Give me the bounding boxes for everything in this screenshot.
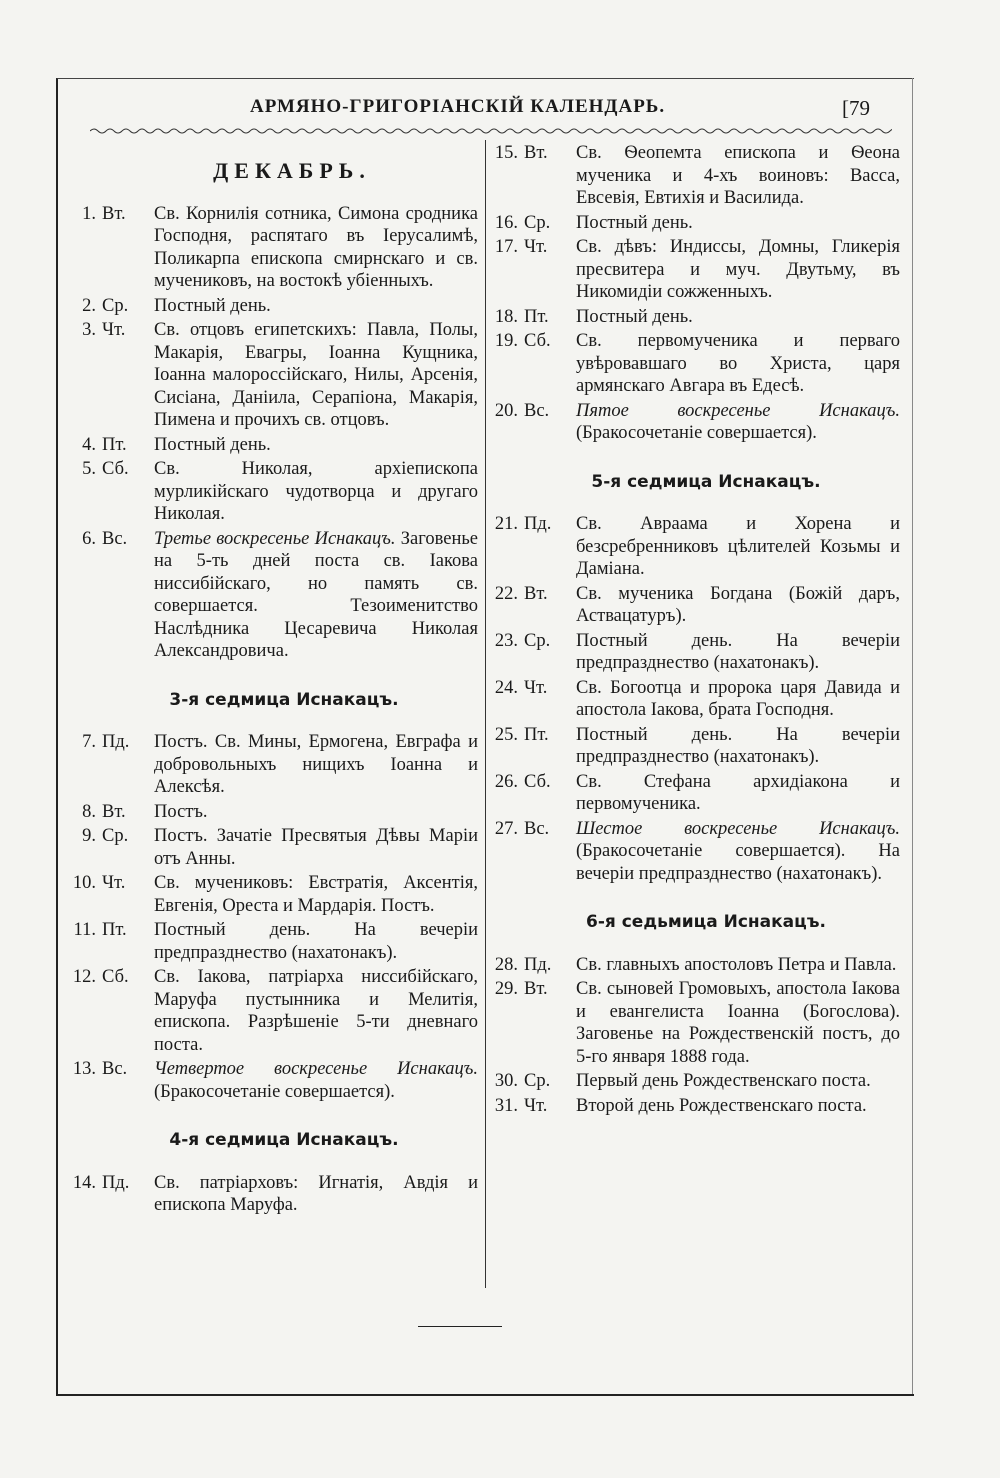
calendar-entry (488, 1070, 900, 1093)
entry-italic: Пятое воскресенье Иснакацъ. (576, 400, 900, 421)
entry-text (154, 295, 478, 318)
entry-text (154, 203, 478, 293)
day-number: 24. (494, 677, 518, 698)
weekday: Пд. (524, 514, 552, 534)
day-number: 22. (494, 583, 518, 604)
entry-body: Постный день. На вечеріи предпразднество (нахатонакъ). (576, 630, 900, 673)
weekday: Чт. (524, 237, 548, 257)
weekday: Ср. (524, 630, 551, 651)
entry-text (576, 677, 900, 722)
entry-text (154, 458, 478, 526)
calendar-entry (488, 212, 900, 235)
weekday: Пд. (524, 954, 552, 975)
entry-text (154, 528, 478, 663)
weekday: Пт. (102, 920, 127, 940)
weekday: Вс. (102, 1059, 128, 1079)
calendar-entry (488, 306, 900, 329)
entry-text (576, 330, 900, 398)
weekday: Чт. (524, 1095, 548, 1116)
day-number: 29. (494, 979, 518, 999)
calendar-entry (66, 825, 478, 870)
day-number: 1. (82, 203, 96, 224)
calendar-entry (488, 677, 900, 722)
right-column (488, 142, 900, 1119)
entry-text (576, 583, 900, 628)
calendar-entry (66, 458, 478, 526)
calendar-entry (488, 724, 900, 769)
entry-text (576, 771, 900, 816)
entry-text (154, 801, 478, 824)
weekday: Сб. (524, 771, 551, 792)
calendar-entry (66, 731, 478, 799)
day-number: 17. (494, 237, 518, 257)
weekday: Сб. (102, 967, 129, 987)
entry-italic: Четвертое воскресенье Иснакацъ. (154, 1059, 478, 1079)
footer-rule (418, 1326, 502, 1327)
entry-text (154, 731, 478, 799)
day-number: 4. (82, 434, 96, 455)
entry-body: Св. первомученика и перваго увѣровавшаго во Христа, царя армянскаго Авгара въ Едесѣ. (576, 331, 900, 396)
weekday: Вс. (524, 400, 550, 421)
week-heading: 3-я седмица Иснакацъ. (169, 689, 399, 710)
entry-text (154, 434, 478, 457)
weekday: Ср. (102, 826, 129, 846)
entry-body: Постный день. На вечеріи предпразднество (нахатонакъ). (576, 724, 900, 767)
day-number: 7. (82, 732, 96, 752)
entry-body: Постный день. (576, 306, 693, 327)
weekday: Пт. (524, 306, 549, 327)
entry-text (576, 724, 900, 769)
running-title: АРМЯНО-ГРИГОРІАНСКІЙ КАЛЕНДАРЬ. (250, 96, 666, 117)
calendar-entry (66, 872, 478, 917)
entry-text (154, 919, 478, 964)
entry-text (576, 400, 900, 445)
entry-text (576, 1095, 900, 1118)
day-number: 13. (72, 1059, 96, 1079)
day-number: 30. (494, 1071, 518, 1091)
entry-text (576, 236, 900, 304)
entry-text (154, 1172, 478, 1217)
day-number: 25. (494, 724, 518, 745)
calendar-entry (488, 400, 900, 445)
day-number: 18. (494, 306, 518, 327)
column-divider (485, 140, 486, 1288)
weekday: Ср. (524, 212, 551, 233)
weekday: Вт. (524, 979, 548, 999)
weekday: Вс. (102, 528, 128, 549)
entry-text (154, 319, 478, 432)
entry-body: Постный день. (154, 295, 271, 316)
weekday: Вт. (524, 583, 548, 604)
entry-body: Св. Богоотца и пророка царя Давида и апостола Іакова, брата Господня. (576, 677, 900, 720)
day-number: 20. (494, 400, 518, 421)
day-number: 12. (72, 967, 96, 987)
calendar-entry (488, 1095, 900, 1118)
entry-text (576, 212, 900, 235)
entry-text (154, 1058, 478, 1103)
weekday: Вс. (524, 818, 550, 839)
entry-body: (Бракосочетаніе совершается). На вечеріи предпразднество (нахатонакъ). (576, 841, 900, 884)
weekday: Пд. (102, 1172, 130, 1193)
day-number: 9. (82, 826, 96, 846)
entry-text (576, 306, 900, 329)
weekday: Ср. (102, 295, 129, 316)
weekday: Пт. (102, 434, 127, 455)
wavy-rule (90, 126, 892, 136)
entry-body: Постный день. (154, 434, 271, 455)
calendar-entry (66, 434, 478, 457)
entry-body: Первый день Рождественскаго поста. (576, 1071, 871, 1091)
week-heading: 4-я седмица Иснакацъ. (169, 1130, 399, 1150)
entry-body: Св. Корнилія сотника, Симона сродника Господня, распятаго въ Іерусалимѣ, Поликарпа епископа смирнскаго и св. мучениковъ, на востокѣ убіенныхъ. (154, 203, 478, 291)
page-frame-bottom (56, 1394, 914, 1396)
calendar-entry (488, 771, 900, 816)
day-number: 11. (73, 920, 96, 940)
week-heading: 5-я седмица Иснакацъ. (591, 471, 821, 492)
day-number: 21. (494, 514, 518, 534)
day-number: 23. (494, 630, 518, 651)
calendar-entry (488, 513, 900, 581)
entry-body: Постный день. (576, 212, 693, 233)
entry-text (154, 872, 478, 917)
entry-italic: Шестое воскресенье Иснакацъ. (576, 818, 900, 839)
entry-body: Св. Іакова, патріарха нисcибійскаго, Маруфа пустынника и Мелитія, епископа. Разрѣшеніе 5-ти дневнаго поста. (154, 967, 478, 1055)
calendar-entry (488, 954, 900, 977)
entry-body: (Бракосочетаніе совершается). (154, 1081, 395, 1102)
left-column (66, 148, 478, 1219)
weekday: Сб. (524, 331, 551, 351)
entry-text (154, 825, 478, 870)
day-number: 31. (494, 1095, 518, 1116)
weekday: Пд. (102, 732, 130, 752)
calendar-entry (66, 1058, 478, 1103)
entry-text (576, 818, 900, 886)
entry-body: Св. Ѳеопемта епископа и Ѳеона мученика и 4-хъ воиновъ: Васса, Евсевія, Евтихія и Василида. (576, 143, 900, 208)
week-heading: 6-я седьмица Иснакацъ. (586, 912, 826, 932)
entry-body: Св. мученика Богдана (Божій даръ, Аствацатуръ). (576, 583, 900, 626)
entry-body: Св. сыновей Громовыхъ, апостола Іакова и евангелиста Іоанна (Богослова). Заговенье на Рождественскій постъ, до 5-го января 1888 года. (576, 979, 900, 1067)
entry-body: Постъ. (154, 801, 208, 822)
entry-body: Постъ. Зачатіе Пресвятыя Дѣвы Маріи отъ Анны. (154, 826, 478, 869)
calendar-entry (488, 142, 900, 210)
entry-body: Св. Стефана архидіакона и первомученика. (576, 771, 900, 814)
day-number: 2. (82, 295, 96, 316)
month-title: ДЕКАБРЬ. (213, 158, 371, 183)
day-number: 14. (72, 1172, 96, 1193)
calendar-entry (488, 978, 900, 1068)
weekday: Чт. (524, 677, 548, 698)
entry-body: Св. мучениковъ: Евстратія, Аксентія, Евгенія, Ореста и Мардарія. Постъ. (154, 873, 478, 916)
calendar-entry (66, 295, 478, 318)
day-number: 10. (72, 873, 96, 893)
entry-body: Св. Николая, архіепископа мурликійскаго чудотворца и другаго Николая. (154, 459, 478, 524)
day-number: 3. (82, 320, 96, 340)
calendar-entry (66, 919, 478, 964)
calendar-entry (488, 330, 900, 398)
entry-body: Св. отцовъ египетскихъ: Павла, Полы, Макарія, Евагры, Іоанна Кущника, Іоанна малороссійскаго, Нилы, Арсенія, Сисіана, Даніила, Серапіона, Макарія, Пимена и прочихъ св. отцовъ. (154, 320, 478, 430)
calendar-entry (488, 818, 900, 886)
calendar-entry (66, 319, 478, 432)
page-number: [79 (842, 96, 870, 120)
weekday: Вт. (524, 143, 548, 163)
entry-italic: Третье воскресенье Иснакацъ. (154, 528, 396, 549)
calendar-entry (488, 630, 900, 675)
calendar-entry (488, 236, 900, 304)
entry-text (576, 978, 900, 1068)
entry-body: Заговенье на 5-ть дней поста св. Іакова нисcибійскаго, но память св. совершается. Тезоименитство Наслѣдника Цесаревича Николая Александровича. (154, 528, 479, 661)
day-number: 5. (82, 459, 96, 479)
entry-body: Постный день. На вечеріи предпразднество (нахатонакъ). (154, 920, 478, 963)
day-number: 15. (494, 143, 518, 163)
day-number: 6. (82, 528, 96, 549)
weekday: Вт. (102, 203, 126, 224)
weekday: Вт. (102, 801, 126, 822)
page-frame-right (912, 78, 913, 1396)
entry-body: (Бракосочетаніе совершается). (576, 423, 817, 443)
entry-text (576, 513, 900, 581)
day-number: 26. (494, 771, 518, 792)
weekday: Чт. (102, 873, 126, 893)
entry-body: Св. главныхъ апостоловъ Петра и Павла. (576, 954, 897, 975)
calendar-entry (66, 1172, 478, 1217)
entry-text (576, 954, 900, 977)
weekday: Чт. (102, 320, 126, 340)
entry-body: Постъ. Св. Мины, Ермогена, Евграфа и добровольныхъ нищихъ Іоанна и Алексѣя. (154, 732, 478, 797)
weekday: Сб. (102, 459, 129, 479)
day-number: 19. (494, 331, 518, 351)
calendar-entry (66, 966, 478, 1056)
page-header (80, 96, 880, 126)
weekday: Ср. (524, 1071, 551, 1091)
entry-text (576, 1070, 900, 1093)
day-number: 8. (82, 801, 96, 822)
calendar-entry (66, 528, 478, 663)
calendar-entry (66, 203, 478, 293)
entry-body: Св. Авраама и Хорена и безсребренниковъ цѣлителей Козьмы и Даміана. (576, 514, 900, 579)
entry-text (576, 630, 900, 675)
calendar-entry (488, 583, 900, 628)
day-number: 16. (494, 212, 518, 233)
day-number: 27. (494, 818, 518, 839)
entry-body: Св. дѣвъ: Индиссы, Домны, Гликерія пресвитера и муч. Двутьму, въ Никомидіи сожженныхъ. (576, 237, 900, 302)
entry-body: Второй день Рождественскаго поста. (576, 1095, 867, 1116)
calendar-entry (66, 801, 478, 824)
entry-text (154, 966, 478, 1056)
entry-text (576, 142, 900, 210)
day-number: 28. (494, 954, 518, 975)
entry-body: Св. патріарховъ: Игнатія, Авдія и епископа Маруфа. (154, 1172, 478, 1215)
weekday: Пт. (524, 724, 549, 745)
